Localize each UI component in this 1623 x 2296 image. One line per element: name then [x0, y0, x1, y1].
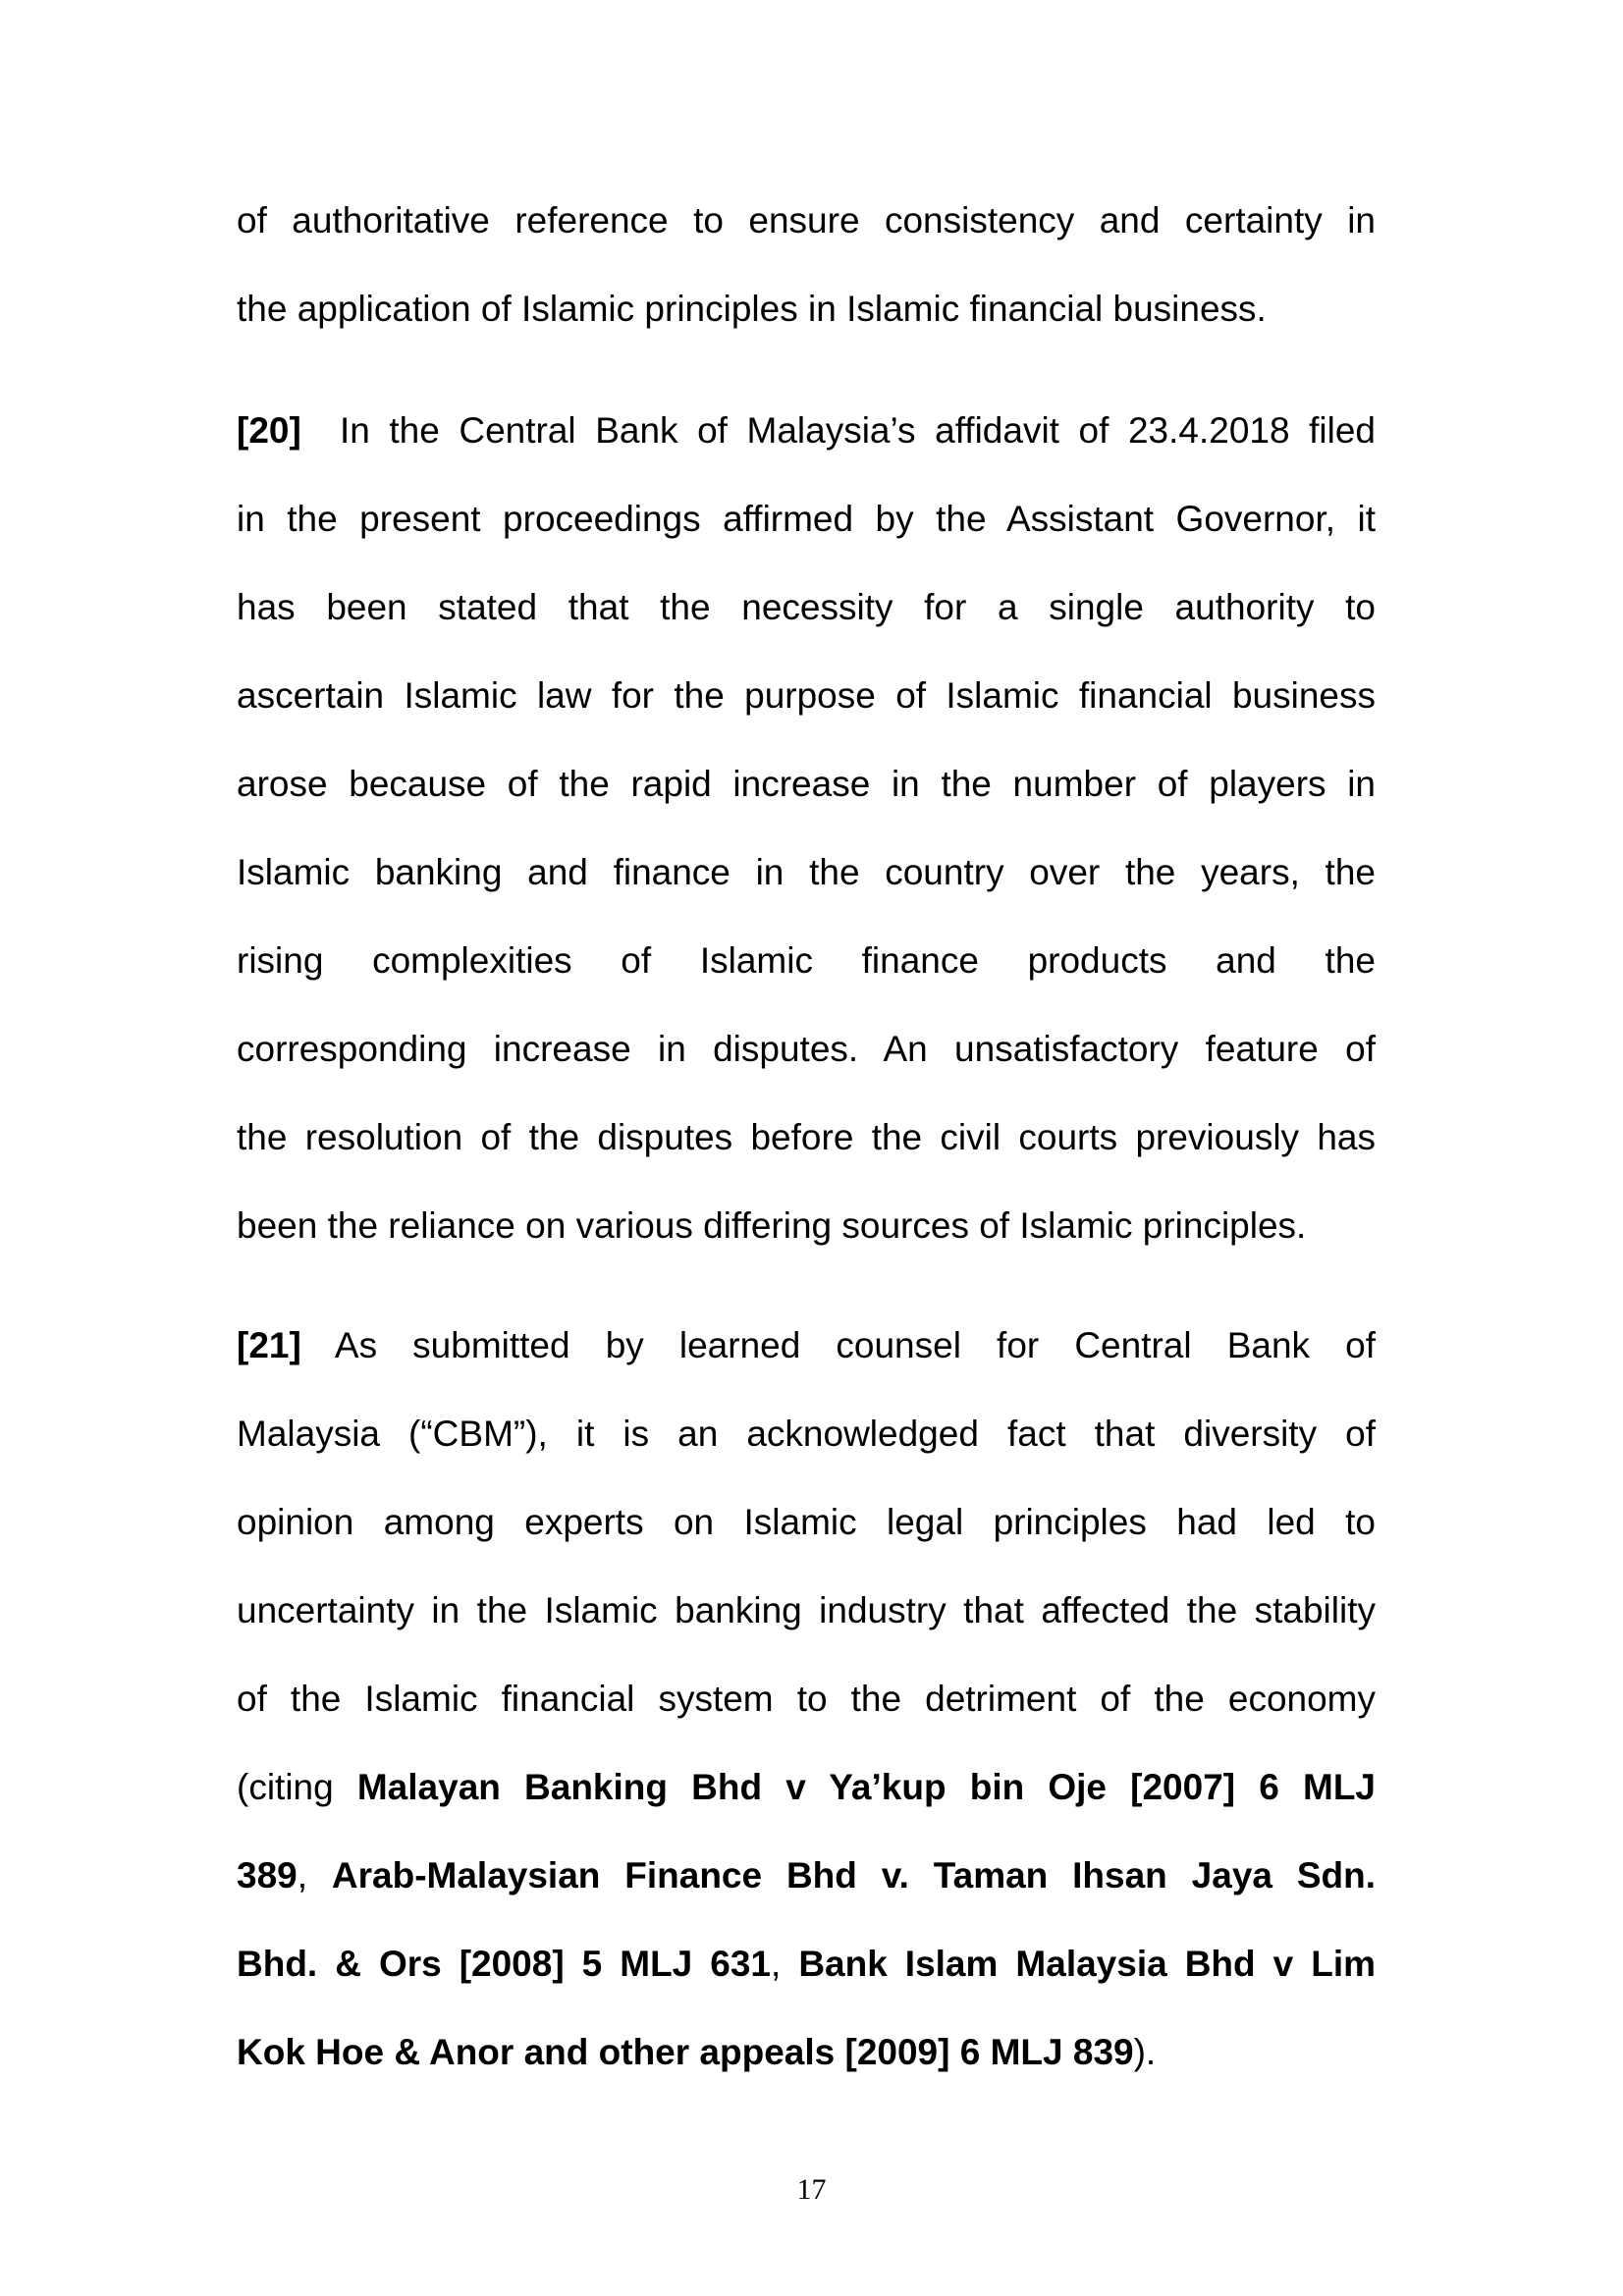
paragraph-20 [237, 387, 1376, 1270]
paragraph-continued [237, 177, 1376, 353]
paragraph-number: [20] [237, 410, 301, 451]
text-line: uncertainty in the Islamic banking industry that affected the stability [237, 1590, 1376, 1630]
text-line: been the reliance on various differing sources of Islamic principles. [237, 1205, 1307, 1246]
text-line: corresponding increase in disputes. An unsatisfactory feature of [237, 1029, 1376, 1069]
citation-line: 389, Arab-Malaysian Finance Bhd v. Taman Ihsan Jaya Sdn. [237, 1855, 1377, 1896]
text-line: in the present proceedings affirmed by the Assistant Governor, it [237, 499, 1376, 539]
case-citation: Malayan Banking Bhd v Ya’kup bin Oje [2007] 6 MLJ [356, 1767, 1376, 1807]
text-line: [21] As submitted by learned counsel for Central Bank of [237, 1325, 1376, 1365]
text-line: rising complexities of Islamic finance products and the [237, 940, 1376, 981]
citation-line: Kok Hoe & Anor and other appeals [2009] 6 MLJ 839). [237, 2032, 1157, 2072]
text-line: the resolution of the disputes before the civil courts previously has [237, 1117, 1376, 1157]
case-citation: Kok Hoe & Anor and other appeals [2009] 6 MLJ 839 [237, 2032, 1134, 2072]
text-line: opinion among experts on Islamic legal principles had led to [237, 1502, 1376, 1542]
text-line: arose because of the rapid increase in the number of players in [237, 764, 1376, 804]
paragraph-21 [237, 1302, 1376, 2097]
text-line: ascertain Islamic law for the purpose of Islamic financial business [237, 675, 1376, 716]
paragraph-number: [21] [237, 1325, 301, 1365]
text-line: [20] In the Central Bank of Malaysia’s affidavit of 23.4.2018 filed [237, 410, 1376, 451]
text-line: Malaysia (“CBM”), it is an acknowledged fact that diversity of [237, 1414, 1376, 1454]
text-line: of the Islamic financial system to the detriment of the economy [237, 1679, 1376, 1719]
case-citation: Arab-Malaysian Finance Bhd v. Taman Ihsan Jaya Sdn. [331, 1855, 1377, 1896]
text-line: the application of Islamic principles in Islamic financial business. [237, 289, 1267, 329]
text-line: Islamic banking and finance in the country over the years, the [237, 852, 1376, 892]
case-citation: Bhd. & Ors [2008] 5 MLJ 631 [237, 1944, 772, 1984]
citation-line: (citing Malayan Banking Bhd v Ya’kup bin Oje [2007] 6 MLJ [237, 1767, 1376, 1807]
case-citation: 389 [237, 1855, 298, 1896]
citation-line: Bhd. & Ors [2008] 5 MLJ 631, Bank Islam Malaysia Bhd v Lim [237, 1944, 1377, 1984]
text-line: of authoritative reference to ensure consistency and certainty in [237, 200, 1376, 240]
text-line: has been stated that the necessity for a single authority to [237, 587, 1376, 627]
page-number: 17 [796, 2173, 827, 2206]
case-citation: Bank Islam Malaysia Bhd v Lim [798, 1944, 1377, 1984]
